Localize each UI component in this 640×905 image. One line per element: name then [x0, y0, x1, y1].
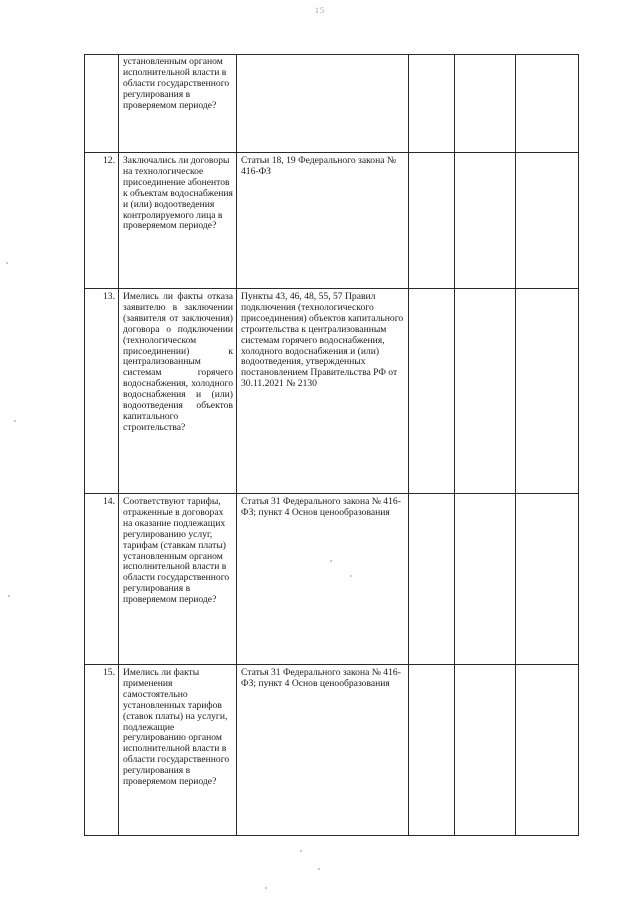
scan-speck — [350, 575, 352, 577]
row-number: 12. — [85, 153, 119, 289]
question-cell: Соответствуют тарифы, отраженные в договорах на оказание подлежащих регулированию услуг, тарифам (ставкам платы) установленным органом исполнительной власти в области государственного регулирования в проверяемом периоде? — [119, 494, 237, 665]
scan-speck — [6, 262, 8, 264]
row-number: 15. — [85, 665, 119, 836]
answer-no-cell[interactable] — [455, 153, 516, 289]
answer-yes-cell[interactable] — [409, 494, 455, 665]
answer-no-cell[interactable] — [455, 55, 516, 153]
scan-speck — [300, 850, 302, 852]
table-row — [85, 153, 579, 289]
answer-no-cell[interactable] — [455, 665, 516, 836]
requirements-cell: Статья 31 Федерального закона № 416-ФЗ; пункт 4 Основ ценообразования — [237, 665, 409, 836]
table-row — [85, 494, 579, 665]
scan-speck — [8, 595, 10, 597]
row-number — [85, 55, 119, 153]
scan-speck — [14, 420, 16, 422]
answer-na-cell[interactable] — [516, 55, 579, 153]
question-cell: Заключались ли договоры на технологическое присоединение абонентов к объектам водоснабжения и (или) водоотведения контролируемого лица в проверяемом периоде? — [119, 153, 237, 289]
answer-yes-cell[interactable] — [409, 289, 455, 494]
question-cell: Имелись ли факты применения самостоятельно установленных тарифов (ставок платы) на услуги, подлежащие регулированию органом исполнительной власти в области государственного регулирования в проверяемом периоде? — [119, 665, 237, 836]
checklist-table — [84, 54, 579, 836]
answer-na-cell[interactable] — [516, 289, 579, 494]
scan-speck — [318, 868, 320, 870]
question-cell: установленным органом исполнительной власти в области государственного регулирования в проверяемом периоде? — [119, 55, 237, 153]
question-cell: Имелись ли факты отказа заявителю в заключении (заявителя от заключения) договора о подключении (технологическом присоединении) к централизованным системам горячего водоснабжения, холодного водоснабжения и (или) водоотведения объектов капитального строительства? — [119, 289, 237, 494]
answer-yes-cell[interactable] — [409, 153, 455, 289]
table-row — [85, 289, 579, 494]
scan-speck — [330, 560, 332, 562]
answer-yes-cell[interactable] — [409, 665, 455, 836]
page-number: 15 — [315, 6, 325, 15]
answer-na-cell[interactable] — [516, 494, 579, 665]
requirements-cell: Статьи 18, 19 Федерального закона № 416-ФЗ — [237, 153, 409, 289]
table-row — [85, 665, 579, 836]
answer-na-cell[interactable] — [516, 153, 579, 289]
row-number: 14. — [85, 494, 119, 665]
requirements-cell: Пункты 43, 46, 48, 55, 57 Правил подключения (технологического присоединения) объектов капитального строительства к централизованным системам горячего водоснабжения, холодного водоснабжения и (или) водоотведения, утвержденных постановлением Правительства РФ от 30.11.2021 № 2130 — [237, 289, 409, 494]
answer-no-cell[interactable] — [455, 289, 516, 494]
requirements-cell — [237, 55, 409, 153]
answer-no-cell[interactable] — [455, 494, 516, 665]
table-row — [85, 55, 579, 153]
requirements-cell: Статья 31 Федерального закона № 416-ФЗ; пункт 4 Основ ценообразования — [237, 494, 409, 665]
scan-speck — [265, 887, 267, 889]
row-number: 13. — [85, 289, 119, 494]
answer-na-cell[interactable] — [516, 665, 579, 836]
answer-yes-cell[interactable] — [409, 55, 455, 153]
